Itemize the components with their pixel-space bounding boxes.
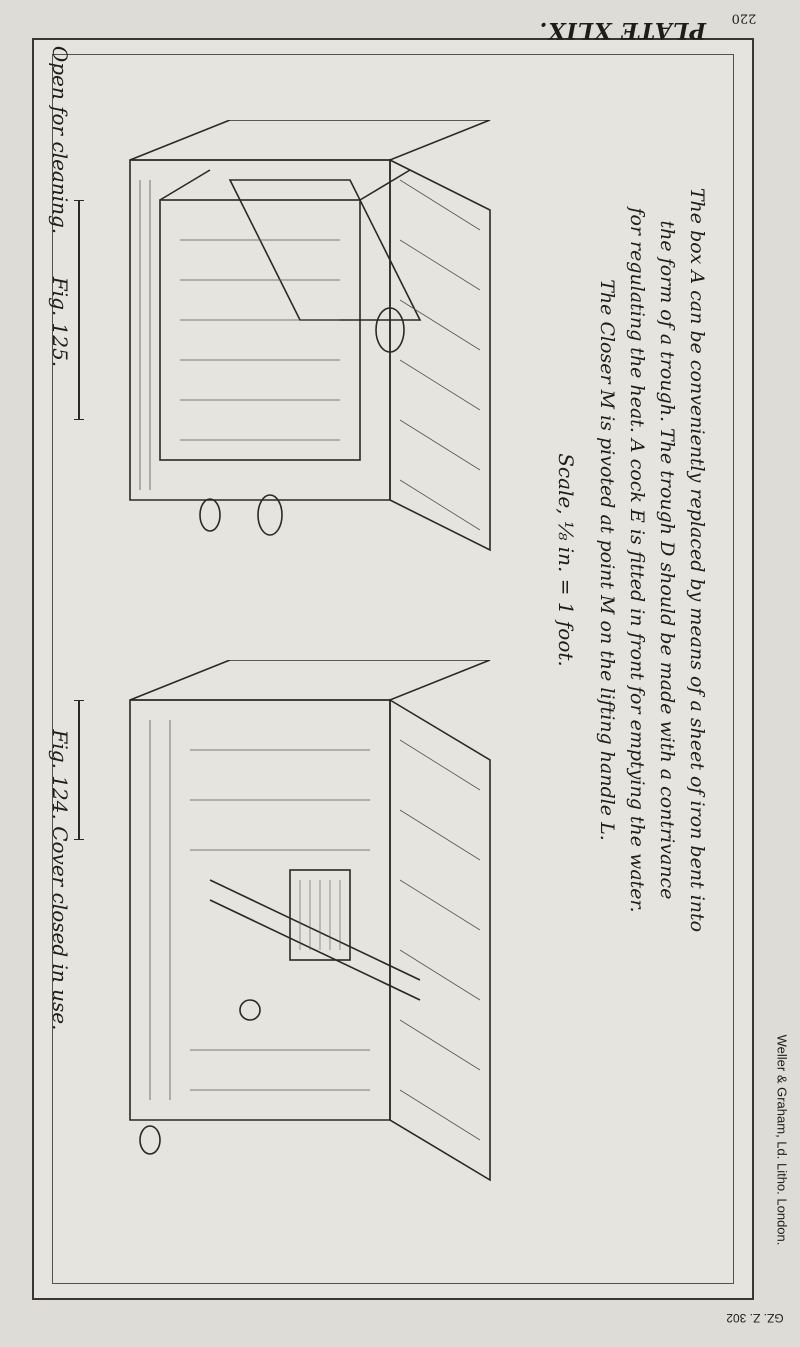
plate-label: PLATE XLIX. (538, 17, 706, 43)
closed-box-top (130, 660, 490, 700)
fig-124-drawing (90, 660, 530, 1220)
closed-box-side (390, 700, 490, 1180)
catalog-number: GZ. Z. 302 (726, 1311, 784, 1325)
scale-bar-fig-125 (72, 200, 86, 420)
box-side (390, 160, 490, 550)
fig-125-label: Fig. 125. (48, 276, 72, 368)
caption-line-2: the form of a trough. The trough D should be made with a contrivance (656, 220, 678, 900)
fig-125-drawing (90, 120, 530, 570)
cock (240, 1000, 260, 1020)
fig-124-label: Fig. 124. Cover closed in use. (48, 729, 72, 1031)
page-number: 220 (731, 10, 757, 26)
box-top (130, 120, 490, 160)
closed-box-front (130, 700, 390, 1120)
box-front (130, 160, 390, 500)
caption-line-1: The box A can be conveniently replaced by means of a sheet of iron bent into (686, 187, 708, 933)
lithographer-credit: Weller & Graham, Ld. Litho. London. (774, 1034, 790, 1246)
caption-line-4: The Closer M is pivoted at point M on the lifting handle L. (596, 279, 618, 841)
scale-bar-fig-124 (72, 700, 86, 840)
caption-line-3: for regulating the heat. A cock E is fitted in front for emptying the water. (626, 207, 648, 913)
open-lid (230, 180, 420, 320)
scale-heading: Scale, ⅛ in. = 1 foot. (554, 453, 578, 667)
fig-125-sublabel: Open for cleaning. (48, 45, 72, 235)
